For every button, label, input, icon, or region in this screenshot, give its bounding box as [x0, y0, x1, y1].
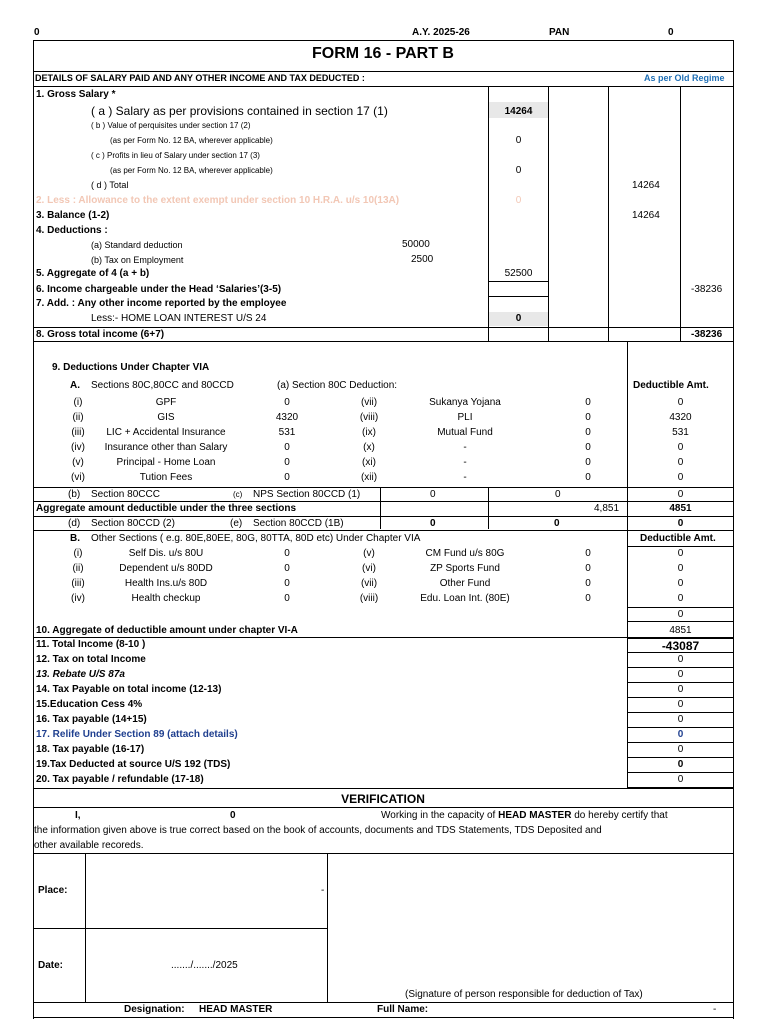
details-heading: DETAILS OF SALARY PAID AND ANY OTHER INCOME AND TAX DEDUCTED : [35, 73, 365, 83]
salary-17-1-label: ( a ) Salary as per provisions contained in section 17 (1) [91, 104, 388, 118]
section-a-row-label: LIC + Accidental Insurance [106, 427, 226, 438]
verification-line2: the information given above is true correct based on the book of accounts, documents and TDS Statements, TDS Deposited and [34, 825, 602, 836]
verification-title: VERIFICATION [341, 792, 425, 806]
section-b-row-value-2: 0 [585, 578, 591, 589]
section-a-row-value-2: 0 [585, 397, 591, 408]
section-b-row-deductible: 0 [677, 563, 684, 574]
section-b-row-value: 0 [284, 563, 290, 574]
section-b-row-label: Health checkup [131, 593, 201, 604]
nps-label: NPS Section 80CCD (1) [253, 489, 361, 500]
summary-row-label: 17. Relife Under Section 89 (attach details) [36, 729, 238, 740]
section-a-row-number: (i) [73, 397, 83, 408]
summary-row-label: 15.Education Cess 4% [36, 699, 143, 710]
aggregate-three-mid: 4,851 [594, 503, 620, 514]
perquisites-value: 0 [515, 135, 522, 146]
section-b-row-deductible: 0 [677, 578, 684, 589]
aggregate-4-value: 52500 [504, 268, 533, 279]
other-income-label: 7. Add. : Any other income reported by the employee [36, 298, 287, 309]
section-b-row-label-2: ZP Sports Fund [430, 563, 500, 574]
summary-row-label: 18. Tax payable (16-17) [36, 744, 145, 755]
assessment-year: A.Y. 2025-26 [412, 27, 470, 38]
summary-row-value: 0 [677, 669, 684, 680]
summary-row-value: 0 [677, 684, 684, 695]
section-a-letter: A. [70, 380, 80, 391]
section-a-row-label-2: PLI [457, 412, 473, 423]
summary-row-label: 10. Aggregate of deductible amount under chapter VI-A [36, 625, 298, 636]
designation-value: HEAD MASTER [199, 1004, 273, 1015]
section-b-row-number: (i) [73, 548, 83, 559]
summary-row-value: 0 [677, 759, 684, 770]
salary-17-1-value: 14264 [504, 106, 533, 117]
section-a-row-label: GPF [155, 397, 177, 408]
section-a-row-value: 0 [284, 457, 290, 468]
aggregate-three-label: Aggregate amount deductible under the three sections [36, 503, 297, 514]
section-a-row-number-2: (xii) [360, 472, 378, 483]
section-a-row-deductible: 0 [677, 397, 684, 408]
gross-total-income-value: -38236 [691, 329, 723, 340]
section-b-row-label: Self Dis. u/s 80U [128, 548, 204, 559]
signature-note: (Signature of person responsible for deduction of Tax) [405, 989, 643, 1000]
summary-row-label: 11. Total Income (8-10 ) [36, 639, 146, 650]
section-a-row-label: GIS [157, 412, 175, 423]
profits-value: 0 [515, 165, 522, 176]
ccd1b-value: 0 [554, 518, 560, 529]
full-name-label: Full Name: [377, 1004, 429, 1015]
section-a-row-value-2: 0 [585, 442, 591, 453]
verification-line3: other available recoreds. [34, 840, 144, 851]
section-b-row-number: (iii) [71, 578, 85, 589]
section-b-row-value-2: 0 [585, 563, 591, 574]
section-a-row-label-2: - [463, 457, 467, 468]
section-b-row-number-2: (vi) [362, 563, 376, 574]
ccc-c: (c) [233, 490, 243, 499]
summary-row-value: 0 [677, 774, 684, 785]
summary-row-label: 13. Rebate U/S 87a [36, 669, 125, 680]
income-chargeable-value: -38236 [691, 284, 723, 295]
summary-row-value: 0 [677, 714, 684, 725]
section-a-row-value: 0 [284, 472, 290, 483]
date-value: ......./......./2025 [171, 960, 238, 971]
ccd2-d: (d) [68, 518, 81, 529]
summary-row-label: 19.Tax Deducted at source U/S 192 (TDS) [36, 759, 231, 770]
section-a-row-deductible: 4320 [669, 412, 692, 423]
profits-sub: (as per Form No. 12 BA, wherever applicable) [110, 166, 273, 175]
summary-row-value: 0 [677, 729, 684, 740]
section-a-row-number: (v) [72, 457, 84, 468]
aggregate-three-value: 4851 [669, 503, 692, 514]
ccd2-label: Section 80CCD (2) [91, 518, 175, 529]
regime-label: As per Old Regime [644, 73, 725, 83]
section-a-row-number: (ii) [72, 412, 84, 423]
section-80c-sub: (a) Section 80C Deduction: [277, 380, 398, 391]
section-b-row-value: 0 [284, 548, 290, 559]
ccd2-value: 0 [430, 518, 436, 529]
summary-row-label: 16. Tax payable (14+15) [36, 714, 147, 725]
section-a-row-number: (iv) [71, 442, 85, 453]
full-name-value: - [713, 1004, 717, 1015]
section-a-row-label-2: Sukanya Yojana [429, 397, 501, 408]
section-a-row-label: Principal - Home Loan [116, 457, 216, 468]
summary-row-value: 0 [677, 744, 684, 755]
section-b-row-number-2: (viii) [359, 593, 379, 604]
income-chargeable-label: 6. Income chargeable under the Head ‘Salaries’(3-5) [36, 284, 282, 295]
right-border [733, 40, 734, 1019]
home-loan-interest-value: 0 [515, 313, 522, 324]
summary-row-value: 0 [677, 699, 684, 710]
section-b-letter: B. [70, 533, 80, 544]
section-a-row-label: Insurance other than Salary [104, 442, 228, 453]
section-b-row-deductible: 0 [677, 548, 684, 559]
section-b-row-label-2: Edu. Loan Int. (80E) [420, 593, 510, 604]
section-a-row-number-2: (ix) [362, 427, 376, 438]
aggregate-4-label: 5. Aggregate of 4 (a + b) [36, 268, 150, 279]
section-b-row-label-2: Other Fund [439, 578, 491, 589]
place-value: - [321, 885, 325, 896]
header-left-value: 0 [34, 27, 40, 38]
section-a-row-value: 0 [284, 397, 290, 408]
ccc-b: (b) [68, 489, 81, 500]
tax-on-employment-value: 2500 [411, 254, 434, 265]
balance-label: 3. Balance (1-2) [36, 210, 110, 221]
section-a-row-value: 4320 [275, 412, 299, 423]
verification-name: 0 [230, 810, 236, 821]
home-loan-interest-label: Less:- HOME LOAN INTEREST U/S 24 [91, 313, 267, 324]
section-a-row-value: 0 [284, 442, 290, 453]
ccc-label: Section 80CCC [91, 489, 160, 500]
summary-row-value: 0 [677, 654, 684, 665]
perquisites-label: ( b ) Value of perquisites under section 17 (2) [91, 121, 251, 130]
section-a-row-number-2: (x) [363, 442, 375, 453]
ccd1b-e: (e) [230, 518, 243, 529]
section-b-row-number: (iv) [71, 593, 85, 604]
chapter-via-heading: 9. Deductions Under Chapter VIA [52, 362, 210, 373]
summary-row-value: 4851 [669, 625, 692, 636]
standard-deduction-label: (a) Standard deduction [91, 240, 183, 250]
section-b-row-number: (ii) [72, 563, 84, 574]
section-b-row-value-2: 0 [585, 593, 591, 604]
section-b-row-value: 0 [284, 593, 290, 604]
section-b-row-deductible: 0 [677, 593, 684, 604]
section-b-row-number-2: (vii) [360, 578, 378, 589]
section-a-row-value-2: 0 [585, 412, 591, 423]
section-a-row-value-2: 0 [585, 427, 591, 438]
section-a-row-label-2: Mutual Fund [437, 427, 493, 438]
place-label: Place: [38, 885, 68, 896]
section-b-row-value: 0 [284, 578, 290, 589]
section-b-extra: 0 [677, 609, 684, 620]
form-title: FORM 16 - PART B [312, 45, 454, 62]
section-a-row-number-2: (viii) [359, 412, 379, 423]
pan-label: PAN [549, 27, 570, 38]
section-b-row-value-2: 0 [585, 548, 591, 559]
deductions-label: 4. Deductions : [36, 225, 108, 236]
section-a-row-label: Tution Fees [139, 472, 193, 483]
section-a-row-label-2: - [463, 472, 467, 483]
total-value: 14264 [632, 180, 660, 191]
total-label: ( d ) Total [91, 180, 129, 190]
section-a-label: Sections 80C,80CC and 80CCD [91, 380, 234, 391]
deductible-header: Deductible Amt. [633, 380, 709, 391]
section-a-row-deductible: 531 [672, 427, 689, 438]
balance-value: 14264 [632, 210, 660, 221]
tax-on-employment-label: (b) Tax on Employment [91, 255, 184, 265]
standard-deduction-value: 50000 [402, 239, 430, 250]
section-b-row-number-2: (v) [363, 548, 375, 559]
section-a-row-number-2: (xi) [362, 457, 376, 468]
summary-row-label: 20. Tax payable / refundable (17-18) [36, 774, 204, 785]
section-a-row-value: 531 [278, 427, 296, 438]
section-b-deductible-header: Deductible Amt. [640, 533, 716, 544]
nps-value: 0 [430, 489, 436, 500]
section-a-row-deductible: 0 [677, 442, 684, 453]
ccd1b-label: Section 80CCD (1B) [253, 518, 344, 529]
date-label: Date: [38, 960, 64, 971]
verification-capacity: Working in the capacity of HEAD MASTER do hereby certify that [381, 810, 668, 821]
hra-label: 2. Less : Allowance to the extent exempt under section 10 H.R.A. u/s 10(13A) [36, 195, 400, 206]
ccc-deductible: 0 [677, 489, 684, 500]
verification-i: I, [75, 810, 81, 821]
section-b-row-label-2: CM Fund u/s 80G [425, 548, 505, 559]
perquisites-sub: (as per Form No. 12 BA, wherever applicable) [110, 136, 273, 145]
profits-label: ( c ) Profits in lieu of Salary under section 17 (3) [91, 151, 260, 160]
summary-row-label: 12. Tax on total Income [36, 654, 146, 665]
section-a-row-value-2: 0 [585, 472, 591, 483]
section-a-row-number: (vi) [71, 472, 85, 483]
gross-total-income-label: 8. Gross total income (6+7) [36, 329, 165, 340]
section-a-row-deductible: 0 [677, 457, 684, 468]
section-b-row-label: Dependent u/s 80DD [119, 563, 213, 574]
section-a-row-label-2: - [463, 442, 467, 453]
summary-row-label: 14. Tax Payable on total income (12-13) [36, 684, 222, 695]
section-b-label: Other Sections ( e.g. 80E,80EE, 80G, 80TTA, 80D etc) Under Chapter VIA [91, 533, 421, 544]
section-a-row-value-2: 0 [585, 457, 591, 468]
hra-value: 0 [515, 195, 522, 206]
gross-salary-label: 1. Gross Salary * [36, 89, 116, 100]
designation-label: Designation: [124, 1004, 185, 1015]
section-a-row-deductible: 0 [677, 472, 684, 483]
ccc-value: 0 [555, 489, 561, 500]
summary-row-value: -43087 [661, 639, 700, 653]
ccd-deductible: 0 [677, 518, 684, 529]
section-a-row-number: (iii) [71, 427, 85, 438]
section-a-row-number-2: (vii) [360, 397, 378, 408]
pan-value: 0 [668, 27, 674, 38]
section-b-row-label: Health Ins.u/s 80D [124, 578, 208, 589]
